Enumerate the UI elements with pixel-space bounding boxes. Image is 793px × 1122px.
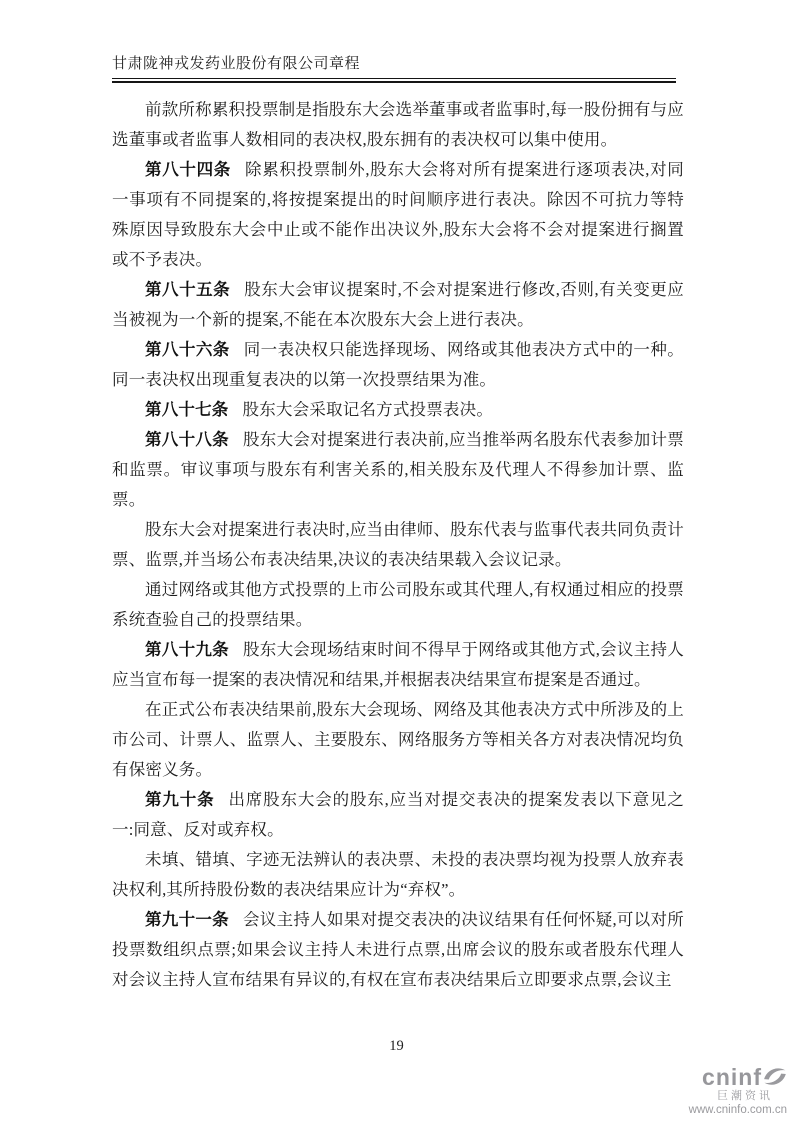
article-number: 第八十八条: [145, 431, 229, 449]
article-paragraph: [112, 395, 684, 425]
paragraph: [112, 575, 684, 635]
paragraph: [112, 845, 684, 905]
cninfo-brand-text: cninf: [702, 1063, 762, 1090]
article-number: 第八十七条: [145, 401, 229, 419]
paragraph-text: 未填、错填、字迹无法辨认的表决票、未投的表决票均视为投票人放弃表决权利,其所持股份数的表决结果应计为“弃权”。: [112, 850, 684, 899]
article-number: 第八十四条: [145, 161, 231, 179]
cninfo-url: www.cninfo.com.cn: [688, 1103, 787, 1116]
paragraph-text: 前款所称累积投票制是指股东大会选举董事或者监事时,每一股份拥有与应选董事或者监事人数相同的表决权,股东拥有的表决权可以集中使用。: [112, 100, 684, 149]
article-paragraph: [112, 275, 684, 335]
header-title: 甘肃陇神戎发药业股份有限公司章程: [112, 56, 361, 72]
paragraph: [112, 95, 684, 155]
paragraph-text: 股东大会对提案进行表决时,应当由律师、股东代表与监事代表共同负责计票、监票,并当场公布表决结果,决议的表决结果载入会议记录。: [112, 520, 684, 569]
article-number: 第九十条: [145, 791, 215, 809]
article-number: 第八十六条: [145, 341, 230, 359]
paragraph-text: 通过网络或其他方式投票的上市公司股东或其代理人,有权通过相应的投票系统查验自己的投票结果。: [112, 580, 684, 629]
paragraph-text: 会议主持人如果对提交表决的决议结果有任何怀疑,可以对所投票数组织点票;如果会议主持人未进行点票,出席会议的股东或者股东代理人对会议主持人宣布结果有异议的,有权在宣布表决结果后立即要求点票,会议主: [112, 910, 685, 989]
paragraph: [112, 695, 684, 785]
cninfo-caption: 巨潮资讯: [717, 1089, 773, 1102]
article-paragraph: [112, 425, 684, 515]
document-body: [112, 95, 684, 995]
paragraph-text: 除累积投票制外,股东大会将对所有提案进行逐项表决,对同一事项有不同提案的,将按提案提出的时间顺序进行表决。除因不可抗力等特殊原因导致股东大会中止或不能作出决议外,股东大会将不会对提案进行搁置或不予表决。: [112, 160, 685, 269]
header-rule-thick: [112, 81, 676, 83]
article-number: 第八十九条: [145, 641, 229, 659]
paragraph-text: 出席股东大会的股东,应当对提交表决的提案发表以下意见之一:同意、反对或弃权。: [112, 790, 684, 839]
paragraph-text: 股东大会现场结束时间不得早于网络或其他方式,会议主持人应当宣布每一提案的表决情况和结果,并根据表决结果宣布提案是否通过。: [112, 640, 685, 689]
article-paragraph: [112, 635, 684, 695]
article-number: 第八十五条: [145, 281, 231, 299]
paragraph-text: 股东大会对提案进行表决前,应当推举两名股东代表参加计票和监票。审议事项与股东有利害关系的,相关股东及代理人不得参加计票、监票。: [112, 430, 685, 509]
paragraph: [112, 515, 684, 575]
cninfo-swirl-icon: [762, 1065, 788, 1089]
paragraph-text: 股东大会审议提案时,不会对提案进行修改,否则,有关变更应当被视为一个新的提案,不能在本次股东大会上进行表决。: [112, 280, 684, 329]
cninfo-logo: [688, 1063, 787, 1117]
document-header: [112, 52, 676, 83]
paragraph-text: 在正式公布表决结果前,股东大会现场、网络及其他表决方式中所涉及的上市公司、计票人、监票人、主要股东、网络服务方等相关各方对表决情况均负有保密义务。: [112, 700, 684, 779]
article-paragraph: [112, 155, 684, 275]
article-number: 第九十一条: [145, 911, 229, 929]
page-number: 19: [389, 1038, 404, 1054]
paragraph-text: 同一表决权只能选择现场、网络或其他表决方式中的一种。同一表决权出现重复表决的以第一次投票结果为准。: [112, 340, 685, 389]
article-paragraph: [112, 335, 684, 395]
header-rule-thin: [112, 78, 676, 79]
article-paragraph: [112, 905, 684, 995]
paragraph-text: 股东大会采取记名方式投票表决。: [242, 400, 494, 419]
article-paragraph: [112, 785, 684, 845]
